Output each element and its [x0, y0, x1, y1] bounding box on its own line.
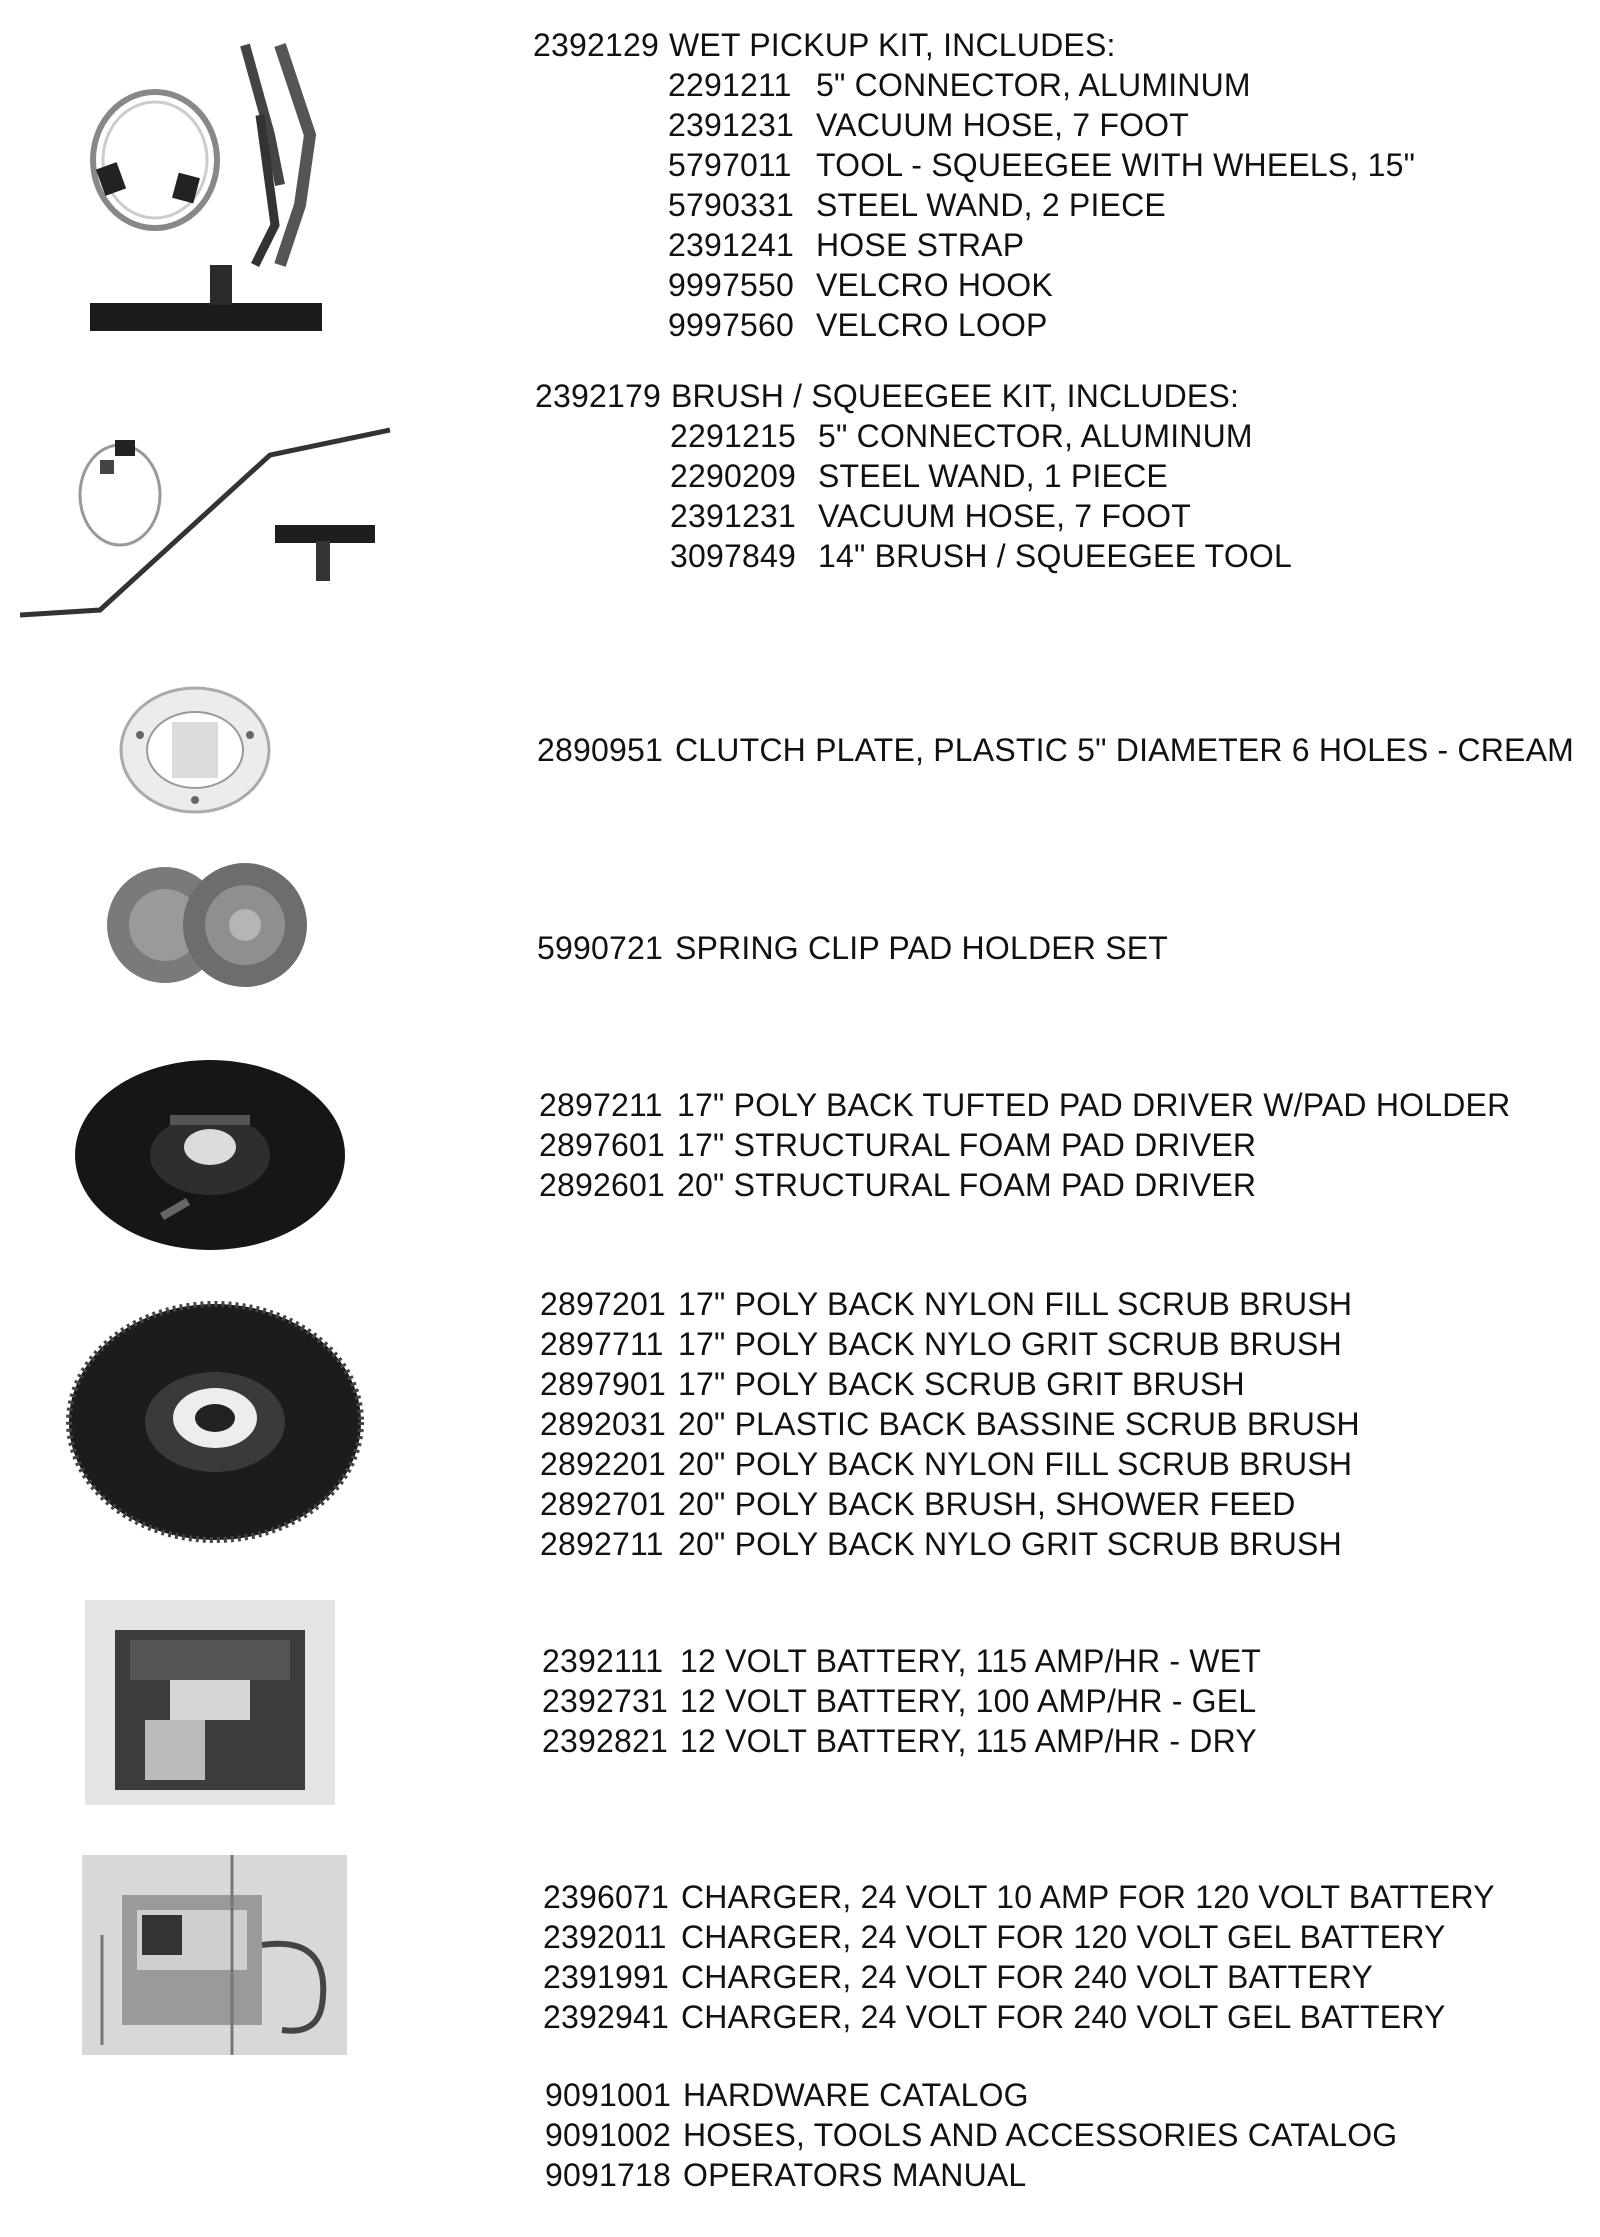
- part-number: 2391241: [668, 227, 794, 263]
- part-description: 17" POLY BACK NYLO GRIT SCRUB BRUSH: [678, 1326, 1342, 1362]
- clutch-plate-section: [537, 730, 1574, 770]
- list-item: [545, 2115, 1397, 2155]
- part-number: 2291211: [668, 67, 792, 103]
- part-description: 17" POLY BACK TUFTED PAD DRIVER W/PAD HOLDER: [677, 1087, 1511, 1123]
- part-description: HOSE STRAP: [816, 227, 1025, 263]
- part-description: 17" POLY BACK NYLON FILL SCRUB BRUSH: [678, 1286, 1353, 1322]
- part-description: STEEL WAND, 1 PIECE: [818, 458, 1168, 494]
- part-number: 9091002: [545, 2117, 671, 2153]
- literature-section: [545, 2075, 1397, 2195]
- part-number: 2391991: [543, 1959, 669, 1995]
- part-number: 2890951: [537, 732, 663, 768]
- clutch-plate-image: [110, 680, 280, 820]
- part-description: VELCRO LOOP: [816, 307, 1048, 343]
- part-number: 2392011: [543, 1919, 667, 1955]
- list-item: [543, 1917, 1495, 1957]
- list-item: [539, 1165, 1510, 1205]
- list-item: [540, 1324, 1360, 1364]
- part-description: 12 VOLT BATTERY, 115 AMP/HR - DRY: [680, 1723, 1257, 1759]
- part-number: 2392731: [542, 1683, 668, 1719]
- part-description: CHARGER, 24 VOLT FOR 240 VOLT GEL BATTERY: [681, 1999, 1446, 2035]
- part-description: 17" POLY BACK SCRUB GRIT BRUSH: [678, 1366, 1245, 1402]
- part-number: 2892031: [540, 1406, 666, 1442]
- part-number: 2897711: [540, 1326, 664, 1362]
- part-description: 17" STRUCTURAL FOAM PAD DRIVER: [677, 1127, 1257, 1163]
- part-number: 2897901: [540, 1366, 666, 1402]
- part-description: CHARGER, 24 VOLT FOR 240 VOLT BATTERY: [681, 1959, 1374, 1995]
- part-number: 2897601: [539, 1127, 665, 1163]
- list-item: [540, 1444, 1360, 1484]
- list-item: [670, 456, 1292, 496]
- part-description: 20" POLY BACK NYLO GRIT SCRUB BRUSH: [678, 1526, 1342, 1562]
- part-description: OPERATORS MANUAL: [683, 2157, 1027, 2193]
- part-description: CHARGER, 24 VOLT FOR 120 VOLT GEL BATTERY: [681, 1919, 1446, 1955]
- list-item: [537, 928, 1168, 968]
- pad-driver-image: [70, 1055, 350, 1255]
- part-number: 9997550: [668, 267, 794, 303]
- list-item: [668, 65, 1415, 105]
- list-item: [540, 1404, 1360, 1444]
- part-number: 5790331: [668, 187, 794, 223]
- list-item: [543, 1877, 1495, 1917]
- part-number: 2392179: [535, 378, 661, 414]
- charger-image: [82, 1855, 347, 2055]
- list-item: [670, 536, 1292, 576]
- brush-squeegee-kit-image: [20, 405, 400, 625]
- list-item: [539, 1085, 1510, 1125]
- list-item: [545, 2075, 1397, 2115]
- part-description: HARDWARE CATALOG: [683, 2077, 1029, 2113]
- part-description: 5" CONNECTOR, ALUMINUM: [818, 418, 1253, 454]
- list-item: [542, 1721, 1261, 1761]
- part-description: SPRING CLIP PAD HOLDER SET: [675, 930, 1169, 966]
- battery-image: [85, 1600, 335, 1805]
- scrub-brush-image: [65, 1300, 365, 1545]
- part-number: 9091001: [545, 2077, 671, 2113]
- part-number: 2897211: [539, 1087, 663, 1123]
- part-description: CLUTCH PLATE, PLASTIC 5" DIAMETER 6 HOLES - CREAM: [675, 732, 1574, 768]
- part-number: 2392941: [543, 1999, 669, 2035]
- wet-pickup-kit-section: [533, 25, 1415, 345]
- part-number: 2392129: [533, 27, 659, 63]
- list-item: [537, 730, 1574, 770]
- part-description: VACUUM HOSE, 7 FOOT: [816, 107, 1190, 143]
- part-number: 2892601: [539, 1167, 665, 1203]
- part-number: 9997560: [668, 307, 794, 343]
- part-number: 2391231: [670, 498, 796, 534]
- brush-squeegee-kit-section: [535, 376, 1292, 576]
- list-item: [668, 305, 1415, 345]
- part-description: VELCRO HOOK: [816, 267, 1053, 303]
- list-item: [668, 225, 1415, 265]
- part-description: TOOL - SQUEEGEE WITH WHEELS, 15": [816, 147, 1416, 183]
- part-description: 5" CONNECTOR, ALUMINUM: [816, 67, 1251, 103]
- part-description: 12 VOLT BATTERY, 115 AMP/HR - WET: [680, 1643, 1262, 1679]
- part-description: 12 VOLT BATTERY, 100 AMP/HR - GEL: [680, 1683, 1257, 1719]
- list-item: [542, 1641, 1261, 1681]
- list-item: [543, 1997, 1495, 2037]
- chargers-section: [543, 1877, 1495, 2037]
- part-number: 5990721: [537, 930, 663, 966]
- list-item: [668, 185, 1415, 225]
- kit-items: [535, 416, 1292, 576]
- kit-title: WET PICKUP KIT, INCLUDES:: [669, 27, 1116, 63]
- wet-pickup-kit-image: [80, 25, 350, 345]
- list-item: [668, 145, 1415, 185]
- kit-items: [533, 65, 1415, 345]
- part-number: 2897201: [540, 1286, 666, 1322]
- part-number: 2892701: [540, 1486, 666, 1522]
- list-item: [540, 1484, 1360, 1524]
- part-description: VACUUM HOSE, 7 FOOT: [818, 498, 1192, 534]
- part-number: 5797011: [668, 147, 792, 183]
- part-number: 2290209: [670, 458, 796, 494]
- kit-header: [533, 25, 1415, 65]
- part-number: 2396071: [543, 1879, 669, 1915]
- part-description: 14" BRUSH / SQUEEGEE TOOL: [818, 538, 1292, 574]
- pad-holder-image: [105, 850, 315, 1000]
- part-description: 20" STRUCTURAL FOAM PAD DRIVER: [677, 1167, 1257, 1203]
- pad-drivers-section: [539, 1085, 1510, 1205]
- pad-holder-section: [537, 928, 1168, 968]
- part-description: HOSES, TOOLS AND ACCESSORIES CATALOG: [683, 2117, 1398, 2153]
- list-item: [540, 1284, 1360, 1324]
- part-description: 20" POLY BACK NYLON FILL SCRUB BRUSH: [678, 1446, 1353, 1482]
- list-item: [539, 1125, 1510, 1165]
- part-description: STEEL WAND, 2 PIECE: [816, 187, 1166, 223]
- part-number: 2892711: [540, 1526, 664, 1562]
- part-number: 2391231: [668, 107, 794, 143]
- list-item: [540, 1524, 1360, 1564]
- list-item: [542, 1681, 1261, 1721]
- part-number: 2392821: [542, 1723, 668, 1759]
- part-description: 20" POLY BACK BRUSH, SHOWER FEED: [678, 1486, 1296, 1522]
- part-number: 2392111: [542, 1643, 664, 1679]
- part-number: 2291215: [670, 418, 796, 454]
- kit-header: [535, 376, 1292, 416]
- part-number: 2892201: [540, 1446, 666, 1482]
- batteries-section: [542, 1641, 1261, 1761]
- kit-title: BRUSH / SQUEEGEE KIT, INCLUDES:: [671, 378, 1240, 414]
- part-number: 3097849: [670, 538, 796, 574]
- list-item: [540, 1364, 1360, 1404]
- list-item: [668, 265, 1415, 305]
- scrub-brushes-section: [540, 1284, 1360, 1564]
- list-item: [670, 496, 1292, 536]
- part-description: CHARGER, 24 VOLT 10 AMP FOR 120 VOLT BATTERY: [681, 1879, 1495, 1915]
- part-number: 9091718: [545, 2157, 671, 2193]
- list-item: [668, 105, 1415, 145]
- list-item: [545, 2155, 1397, 2195]
- part-description: 20" PLASTIC BACK BASSINE SCRUB BRUSH: [678, 1406, 1360, 1442]
- list-item: [543, 1957, 1495, 1997]
- list-item: [670, 416, 1292, 456]
